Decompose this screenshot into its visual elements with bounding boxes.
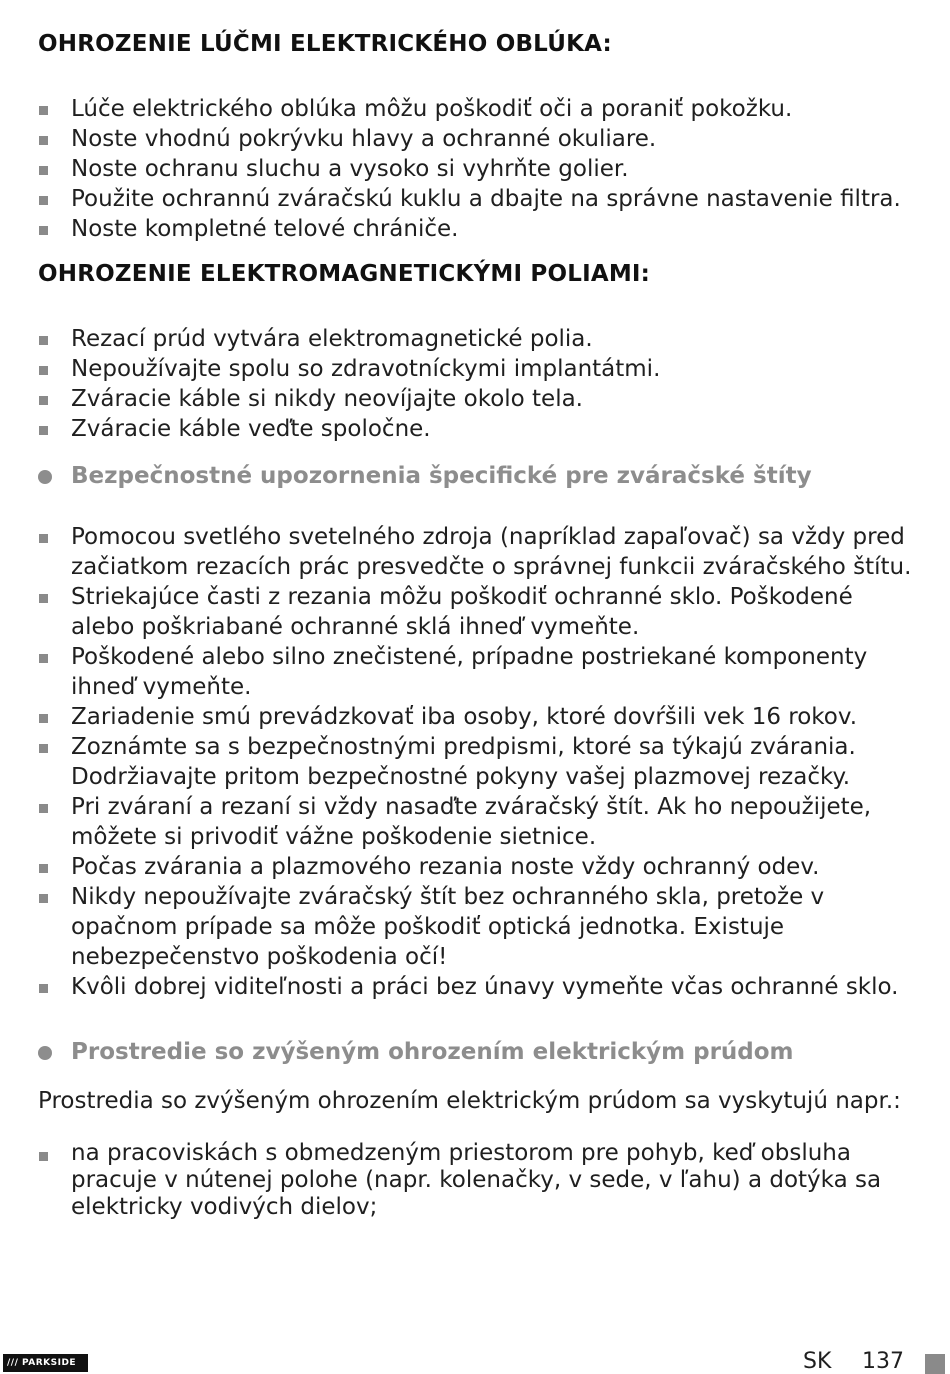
square-bullet-icon xyxy=(39,714,48,723)
square-bullet-icon xyxy=(39,594,48,603)
list-item: Zváracie káble veďte spoločne. xyxy=(38,414,918,444)
list-item: Nepoužívajte spolu so zdravotníckymi implantátmi. xyxy=(38,354,918,384)
square-bullet-icon xyxy=(39,426,48,435)
square-bullet-icon xyxy=(39,984,48,993)
subhead-electric-hazard: Prostredie so zvýšeným ohrozením elektrickým prúdom xyxy=(38,1038,918,1068)
square-bullet-icon xyxy=(39,744,48,753)
square-bullet-icon xyxy=(39,864,48,873)
list-item: Nikdy nepoužívajte zváračský štít bez ochranného skla, pretože v opačnom prípade sa môže poškodiť optická jednotka. Existuje nebezpečenstvo poškodenia očí! xyxy=(38,882,918,972)
square-bullet-icon xyxy=(39,226,48,235)
square-bullet-icon xyxy=(39,396,48,405)
square-bullet-icon xyxy=(39,654,48,663)
parkside-logo: /// PARKSIDE xyxy=(3,1354,88,1372)
square-bullet-icon xyxy=(39,804,48,813)
list-welding-shield xyxy=(38,522,918,1002)
list-item: Zváracie káble si nikdy neovíjajte okolo tela. xyxy=(38,384,918,414)
list-item: Pomocou svetlého svetelného zdroja (napríklad zapaľovač) sa vždy pred začiatkom rezacích prác presvedčte o správnej funkcii zváračského štítu. xyxy=(38,522,918,582)
square-bullet-icon xyxy=(39,166,48,175)
list-item: Použite ochrannú zváračskú kuklu a dbajte na správne nastavenie filtra. xyxy=(38,184,918,214)
list-item: Zariadenie smú prevádzkovať iba osoby, ktoré dovŕšili vek 16 rokov. xyxy=(38,702,918,732)
list-item: Noste kompletné telové chrániče. xyxy=(38,214,918,244)
list-item: Počas zvárania a plazmového rezania noste vždy ochranný odev. xyxy=(38,852,918,882)
circle-bullet-icon xyxy=(38,1046,52,1060)
circle-bullet-icon xyxy=(38,470,52,484)
list-em-fields xyxy=(38,324,918,444)
intro-paragraph: Prostredia so zvýšeným ohrozením elektrickým prúdom sa vyskytujú napr.: xyxy=(38,1087,901,1114)
list-item: na pracoviskách s obmedzeným priestorom pre pohyb, keď obsluha pracuje v nútenej polohe (napr. kolenačky, v sede, v ľahu) a dotýka sa elektricky vodivých dielov; xyxy=(38,1140,918,1221)
square-bullet-icon xyxy=(39,894,48,903)
list-item: Poškodené alebo silno znečistené, prípadne postriekané komponenty ihneď vymeňte. xyxy=(38,642,918,702)
square-bullet-icon xyxy=(39,336,48,345)
list-item: Lúče elektrického oblúka môžu poškodiť oči a poraniť pokožku. xyxy=(38,94,918,124)
subhead-welding-shield: Bezpečnostné upozornenia špecifické pre zváračské štíty xyxy=(38,462,918,492)
list-item: Pri zváraní a rezaní si vždy nasaďte zváračský štít. Ak ho nepoužijete, môžete si privodiť vážne poškodenie sietnice. xyxy=(38,792,918,852)
square-bullet-icon xyxy=(39,136,48,145)
square-bullet-icon xyxy=(39,534,48,543)
square-bullet-icon xyxy=(39,196,48,205)
list-item: Rezací prúd vytvára elektromagnetické polia. xyxy=(38,324,918,354)
page-content xyxy=(38,30,918,1221)
list-item: Striekajúce časti z rezania môžu poškodiť ochranné sklo. Poškodené alebo poškriabané ochranné sklá ihneď vymeňte. xyxy=(38,582,918,642)
square-bullet-icon xyxy=(39,1152,48,1161)
list-item: Noste ochranu sluchu a vysoko si vyhrňte golier. xyxy=(38,154,918,184)
page-number: 137 xyxy=(862,1349,904,1374)
list-electric-hazard xyxy=(38,1140,918,1221)
square-bullet-icon xyxy=(39,106,48,115)
section-title-arc-radiation: OHROZENIE LÚČMI ELEKTRICKÉHO OBLÚKA: xyxy=(38,31,612,57)
square-bullet-icon xyxy=(39,366,48,375)
list-item: Zoznámte sa s bezpečnostnými predpismi, ktoré sa týkajú zvárania. Dodržiavajte pritom bezpečnostné pokyny vašej plazmovej rezačky. xyxy=(38,732,918,792)
language-code: SK xyxy=(803,1349,832,1374)
list-item: Kvôli dobrej viditeľnosti a práci bez únavy vymeňte včas ochranné sklo. xyxy=(38,972,918,1002)
page-tab-marker xyxy=(925,1354,945,1374)
list-item: Noste vhodnú pokrývku hlavy a ochranné okuliare. xyxy=(38,124,918,154)
list-arc-radiation xyxy=(38,94,918,244)
section-title-em-fields: OHROZENIE ELEKTROMAGNETICKÝMI POLIAMI: xyxy=(38,260,651,287)
